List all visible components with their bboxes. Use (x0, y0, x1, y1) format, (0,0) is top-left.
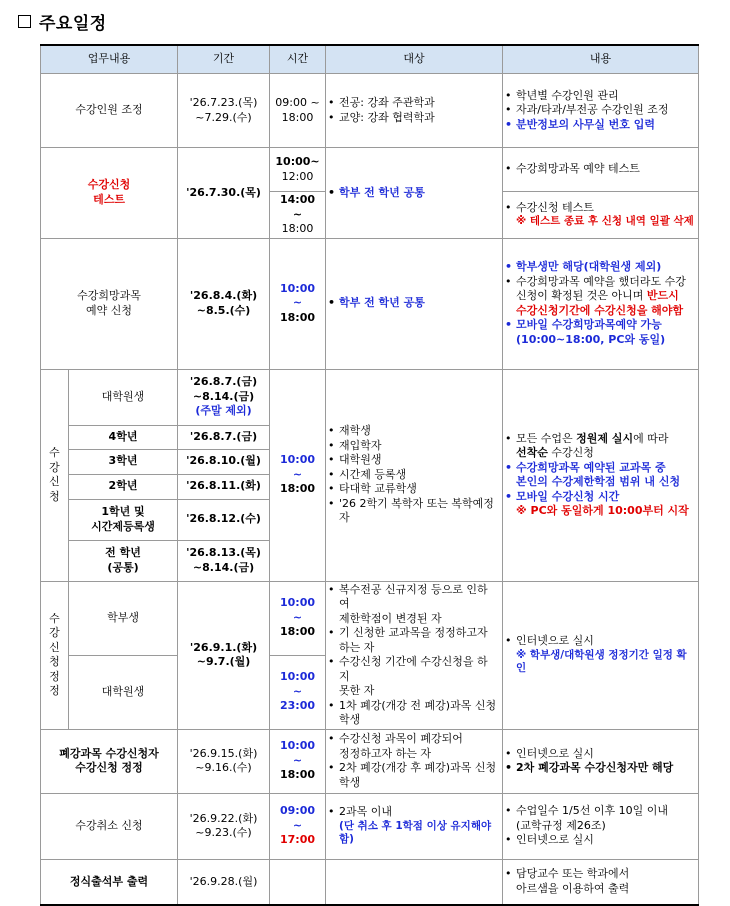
period-cell: '26.8.11.(화) (178, 474, 270, 499)
table-row (41, 369, 699, 425)
group-cell: 수강 신청 (41, 369, 69, 581)
period-cell: '26.9.28.(월) (178, 859, 270, 905)
checkbox-square-icon (18, 15, 31, 28)
period-cell: '26.9.22.(화) ~9.23.(수) (178, 793, 270, 859)
subtask-cell: 전 학년 (공통) (69, 540, 178, 581)
subtask-cell: 4학년 (69, 425, 178, 449)
content-cell: • 인터넷으로 실시 • 2차 폐강과목 수강신청자만 해당 (503, 729, 699, 793)
content-cell: • 담당교수 또는 학과에서 아르샘을 이용하여 출력 (503, 859, 699, 905)
time-cell: 10:00 ~ 18:00 (270, 729, 326, 793)
header-content: 내용 (503, 45, 699, 74)
time-cell (270, 859, 326, 905)
task-cell: 폐강과목 수강신청자 수강신청 정정 (41, 729, 178, 793)
period-cell: '26.8.10.(월) (178, 449, 270, 474)
table-row (41, 238, 699, 369)
time-cell: 09:00 ~ 17:00 (270, 793, 326, 859)
target-cell: • 재학생 • 재입학자 • 대학원생 • 시간제 등록생 • 타대학 교류학생 • '26 2학기 복학자 또는 복학예정자 (326, 369, 503, 581)
section-title (18, 8, 107, 34)
content-cell: • 학년별 수강인원 관리 • 자과/타과/부전공 수강인원 조정 • 분반정보의 사무실 번호 입력 (503, 74, 699, 148)
header-row (41, 45, 699, 74)
table-row (41, 793, 699, 859)
content-cell: • 수강희망과목 예약 테스트 (503, 148, 699, 192)
table-row (41, 729, 699, 793)
target-cell: • 복수전공 신규지정 등으로 인하여 제한학점이 변경된 자 • 기 신청한 교과목을 정정하고자 하는 자 • 수강신청 기간에 수강신청을 하지 못한 자 • 1차 폐강(개강 전 폐강)과목 신청 학생 (326, 581, 503, 729)
task-cell: 수강희망과목 예약 신청 (41, 238, 178, 369)
target-cell: • 학부 전 학년 공통 (326, 148, 503, 239)
period-cell: '26.8.4.(화) ~8.5.(수) (178, 238, 270, 369)
target-cell: • 수강신청 과목이 폐강되어 정정하고자 하는 자 • 2차 폐강(개강 후 폐강)과목 신청 학생 (326, 729, 503, 793)
subtask-cell: 대학원생 (69, 655, 178, 729)
section-title-text: 주요일정 (39, 13, 107, 34)
period-cell: '26.8.7.(금) ~8.14.(금) (주말 제외) (178, 369, 270, 425)
time-cell: 10:00 ~ 18:00 (270, 581, 326, 655)
task-cell: 수강취소 신청 (41, 793, 178, 859)
period-cell: '26.7.23.(목) ~7.29.(수) (178, 74, 270, 148)
header-time: 시간 (270, 45, 326, 74)
schedule-table (40, 44, 699, 906)
content-cell: • 수강신청 테스트 ※ 테스트 종료 후 신청 내역 일괄 삭제 (503, 192, 699, 239)
time-cell: 10:00 ~ 18:00 (270, 369, 326, 581)
group-cell: 수강 신청 정정 (41, 581, 69, 729)
content-cell: • 인터넷으로 실시 ※ 학부생/대학원생 정정기간 일정 확인 (503, 581, 699, 729)
task-cell: 수강인원 조정 (41, 74, 178, 148)
period-cell: '26.8.7.(금) (178, 425, 270, 449)
subtask-cell: 1학년 및 시간제등록생 (69, 499, 178, 540)
subtask-cell: 2학년 (69, 474, 178, 499)
target-cell: • 학부 전 학년 공통 (326, 238, 503, 369)
period-cell: '26.8.12.(수) (178, 499, 270, 540)
target-cell (326, 859, 503, 905)
task-cell: 정식출석부 출력 (41, 859, 178, 905)
time-cell: 10:00~ 12:00 (270, 148, 326, 192)
time-cell: 10:00 ~ 18:00 (270, 238, 326, 369)
table-row (41, 148, 699, 192)
task-cell: 수강신청 테스트 (41, 148, 178, 239)
content-cell: • 수업일수 1/5선 이후 10일 이내 (교학규정 제26조) • 인터넷으로 실시 (503, 793, 699, 859)
time-cell: 09:00 ~ 18:00 (270, 74, 326, 148)
period-cell: '26.9.15.(화) ~9.16.(수) (178, 729, 270, 793)
subtask-cell: 3학년 (69, 449, 178, 474)
table-row (41, 74, 699, 148)
header-period: 기간 (178, 45, 270, 74)
table-row (41, 581, 699, 655)
content-cell: • 모든 수업은 정원제 실시에 따라 선착순 수강신청 • 수강희망과목 예약된 교과목 중 본인의 수강제한학점 범위 내 신청 • 모바일 수강신청 시간 ※ PC와 동일하게 10:00부터 시작 (503, 369, 699, 581)
target-cell: • 2과목 이내 (단 취소 후 1학점 이상 유지해야함) (326, 793, 503, 859)
header-target: 대상 (326, 45, 503, 74)
period-cell: '26.9.1.(화) ~9.7.(월) (178, 581, 270, 729)
time-cell: 10:00 ~ 23:00 (270, 655, 326, 729)
table-row (41, 859, 699, 905)
subtask-cell: 학부생 (69, 581, 178, 655)
subtask-cell: 대학원생 (69, 369, 178, 425)
time-cell: 14:00 ~ 18:00 (270, 192, 326, 239)
content-cell: • 학부생만 해당(대학원생 제외) • 수강희망과목 예약을 했더라도 수강 신청이 확정된 것은 아니며 반드시 수강신청기간에 수강신청을 해야함 • 모바일 수강희망과목예약 가능 (10:00~18:00, PC와 동일) (503, 238, 699, 369)
header-task: 업무내용 (41, 45, 178, 74)
period-cell: '26.8.13.(목) ~8.14.(금) (178, 540, 270, 581)
period-cell: '26.7.30.(목) (178, 148, 270, 239)
target-cell: • 전공: 강좌 주관학과 • 교양: 강좌 협력학과 (326, 74, 503, 148)
